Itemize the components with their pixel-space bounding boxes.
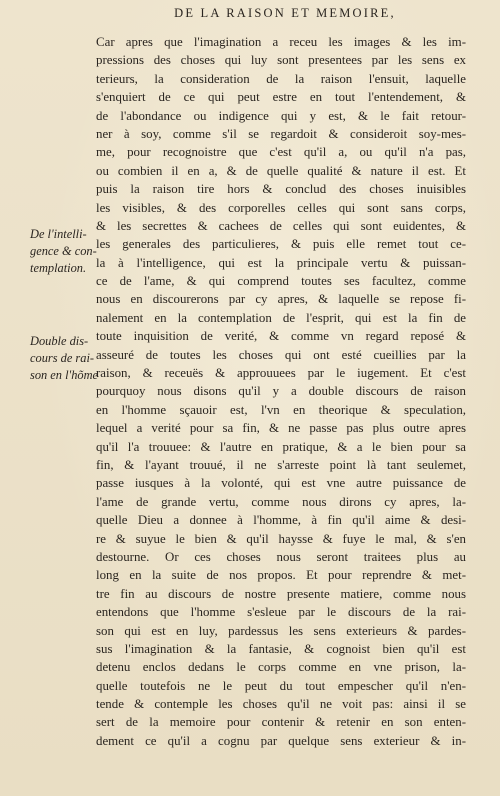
text-line: la à l'intelligence, qui est la principale vertu & puissan- [96,255,466,270]
text-line: sus l'imagination & la fantasie, & cognoist bien qu'il est [96,641,466,656]
text-line: lequel a verité pour sa fin, & ne passe pas plus outre apres [96,421,466,436]
text-line: son qui est en luy, pardessus les sens exterieurs & pardes- [96,623,466,638]
text-line: long en la suite de nos propos. Et pour reprendre & met- [96,568,466,583]
text-line: en l'homme sçauoir est, l'vn en theorique & speculation, [96,402,466,417]
running-head: DE LA RAISON ET MEMOIRE, [174,6,396,20]
body-text [96,33,466,750]
text-line: Car apres que l'imagination a receu les images & les im- [96,35,466,49]
text-line: tende & contemple les choses qu'il ne voit pas: ainsi il se [96,697,466,712]
text-line: re & suyue le bien & qu'il haysse & fuye le mal, & s'en [96,531,466,546]
text-line: ou combien il en a, & de quelle qualité & nature il est. Et [96,163,466,178]
text-line: pressions des choses qui luy sont presentees par les sens ex [96,53,466,68]
text-line: me, pour recognoistre que c'est qu'il a, ou qu'il n'a pas, [96,145,466,160]
text-line: & les secrettes & cachees de celles qui sont euidentes, & [96,218,466,233]
text-line: les generales des particulieres, & puis elle remet tout ce- [96,237,466,252]
text-line: sert de la memoire pour contenir & retenir en son enten- [96,715,466,730]
margin-note-line: templation. [30,261,87,275]
text-line: tre fin au discours de nostre presente matiere, comme nous [96,586,466,601]
margin-note-line: son en l'hõme [30,368,99,382]
text-line: puis la raison tire hors & conclud des choses inuisibles [96,182,466,197]
text-line: raison, & receuës & approuuees par le iugement. Et c'est [96,366,466,381]
text-line: les visibles, & des corporelles celles qui sont sans corps, [96,200,466,215]
text-line: toute inquisition de verité, & comme vn regard reposé & [96,329,466,344]
text-line: pourquoy nous disons qu'il y a double discours de raison [96,384,466,399]
margin-note-line: Double dis- [30,334,89,348]
text-line: nous en discourerons par cy apres, & laquelle se repose fi- [96,292,466,307]
margin-note-double-discours [30,333,99,384]
margin-note-line: cours de rai- [30,351,95,365]
text-line: ce de l'ame, & qui comprend toutes ses facultez, comme [96,274,466,289]
text-line: ner à soy, comme s'il se regardoit & consideroit soy-mes- [96,126,466,141]
text-line: passe iusques à la volonté, qui est vne autre puissance de [96,476,466,491]
text-line: asseuré de toutes les choses qui ont esté cueillies par la [96,347,466,362]
margin-note-line: gence & con- [30,244,97,258]
margin-note-line: De l'intelli- [30,227,87,241]
margin-note-intelligence [30,226,96,277]
text-line: l'ame de grande vertu, comme nous dirons cy apres, la- [96,494,466,509]
text-line: s'enquiert de ce qui peut estre en tout l'entendement, & [96,90,466,105]
text-line: destourne. Or ces choses nous seront traitees plus au [96,549,466,564]
text-line: terieurs, la consideration de la raison l'ensuit, laquelle [96,71,466,86]
text-line: quelle Dieu a donnee à l'homme, à fin qu'il aime & desi- [96,513,466,528]
text-line: quelle toutefois ne le peut du tout empescher qu'il n'en- [96,678,466,693]
text-line: entendons que l'homme s'esleue par le discours de la rai- [96,605,466,620]
text-line: fin, & l'ayant trouué, il ne s'arreste point là tant seulemet, [96,457,466,472]
text-line: detenu enclos dedans le corps comme en vne prison, la- [96,660,466,675]
text-line: de l'abondance ou indigence qui y est, & le fait retour- [96,108,466,123]
text-line: dement ce qu'il a cognu par quelque sens exterieur & in- [96,733,466,748]
text-line: nalement en la contemplation de l'esprit, qui est la fin de [96,310,466,325]
text-line: qu'il l'a trouuee: & l'autre en pratique, & a le bien pour sa [96,439,466,454]
